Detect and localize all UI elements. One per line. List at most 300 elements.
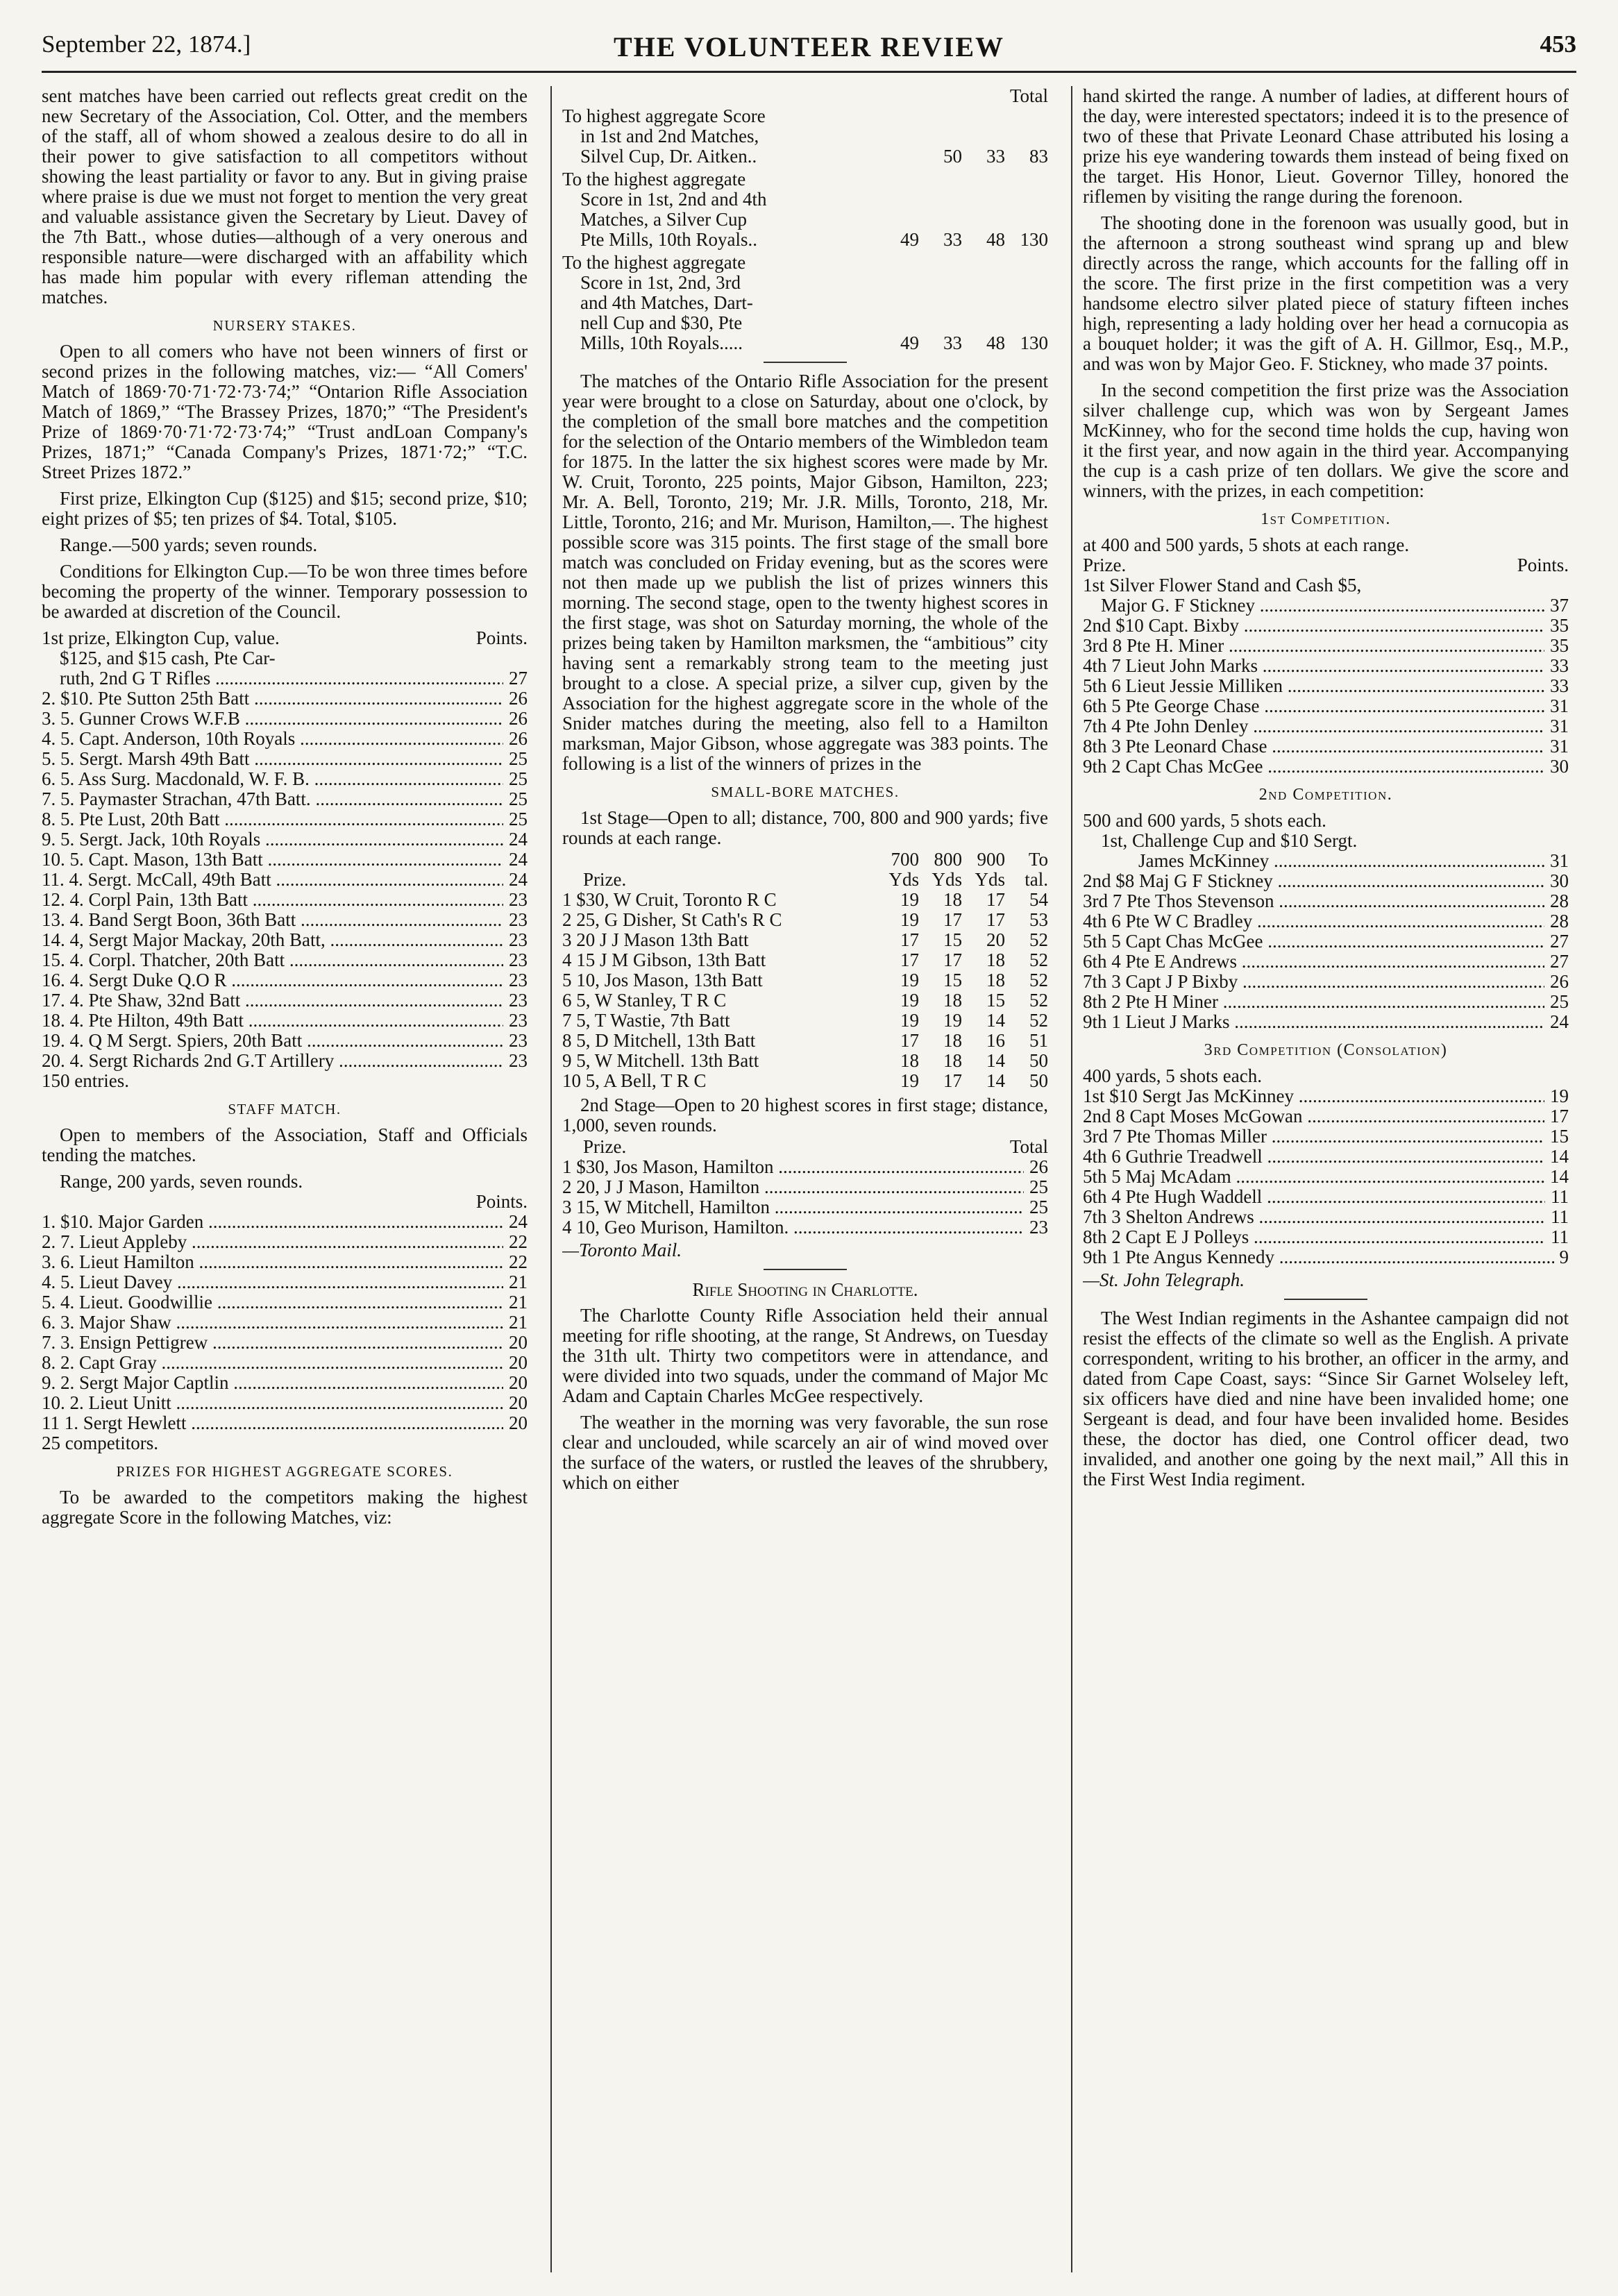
result-row (1083, 871, 1569, 891)
result-points: 21 (509, 1292, 528, 1312)
score-cell: 19 (900, 909, 919, 930)
score-cell: 52 (1029, 1010, 1048, 1031)
score-cell: 17 (900, 1030, 919, 1051)
aggregate-score: 130 (1020, 332, 1048, 353)
competitor-name: 6 5, W Stanley, T R C (562, 990, 727, 1011)
result-points: 11 (1551, 1206, 1569, 1227)
first-stage-conditions: 1st Stage—Open to all; distance, 700, 800 and 900 yards; five rounds at each range. (562, 807, 1048, 848)
result-row (1083, 736, 1569, 757)
result-label: 3. 6. Lieut Hamilton ..... (42, 1252, 503, 1272)
aggregate-line (562, 189, 1048, 210)
score-cell: 17 (943, 909, 962, 930)
score-cell: 18 (943, 1050, 962, 1071)
result-points: 31 (1550, 736, 1569, 757)
result-label: 4 10, Geo Murison, Hamilton. ..... (562, 1217, 1024, 1238)
result-points: 20 (509, 1352, 528, 1373)
result-points: 25 (509, 809, 528, 829)
section-divider (1284, 1299, 1367, 1300)
score-cell: 52 (1029, 949, 1048, 970)
first-competition-header: Prize. Points. (1083, 555, 1569, 575)
result-row (42, 789, 528, 809)
result-label: 7. 5. Paymaster Strachan, 47th Batt. ..... (42, 789, 503, 809)
second-stage-conditions: 2nd Stage—Open to 20 highest scores in first stage; distance, 1,000, seven rounds. (562, 1095, 1048, 1136)
score-cell: 14 (986, 1010, 1005, 1031)
result-label: 14. 4, Sergt Major Mackay, 20th Batt, ..... (42, 930, 503, 950)
competitor-name: 4 15 J M Gibson, 13th Batt (562, 950, 766, 970)
result-row (42, 1353, 528, 1373)
result-row (42, 970, 528, 990)
result-points: 23 (509, 949, 528, 970)
result-row (42, 850, 528, 870)
result-points: 21 (509, 1272, 528, 1292)
aggregate-text: nell Cup and $30, Pte (580, 312, 743, 333)
result-points: 26 (509, 708, 528, 729)
result-row (1083, 676, 1569, 696)
competitor-name: 5 10, Jos Mason, 13th Batt (562, 970, 763, 990)
table-row (562, 950, 1048, 970)
result-row (42, 709, 528, 729)
charlotte-heading: Rifle Shooting in Charlotte. (692, 1279, 918, 1300)
result-row (42, 809, 528, 829)
result-label: 16. 4. Sergt Duke Q.O R ..... (42, 970, 503, 990)
prize-row: 1st, Challenge Cup and $10 Sergt. (1101, 830, 1358, 851)
score-cell: 17 (986, 909, 1005, 930)
result-label: 2nd $8 Maj G F Stickney ..... (1083, 871, 1544, 891)
result-points: 25 (1550, 991, 1569, 1012)
score-cell: 19 (900, 1010, 919, 1031)
first-competition-heading: 1st Competition. (1261, 510, 1391, 528)
result-row (42, 1212, 528, 1232)
result-row (42, 1393, 528, 1413)
aggregate-line (562, 146, 1048, 167)
competitor-name: 3 20 J J Mason 13th Batt (562, 930, 749, 950)
score-cell: 16 (986, 1030, 1005, 1051)
result-points: 17 (1550, 1106, 1569, 1126)
small-bore-heading: SMALL-BORE MATCHES. (711, 784, 900, 800)
result-label: 9th 2 Capt Chas McGee ..... (1083, 757, 1544, 777)
result-label: 9. 5. Sergt. Jack, 10th Royals ..... (42, 829, 503, 850)
aggregate-text: and 4th Matches, Dart- (580, 292, 753, 313)
result-label: 9. 2. Sergt Major Captlin ..... (42, 1373, 503, 1393)
aggregate-text: Score in 1st, 2nd and 4th (580, 189, 767, 210)
nursery-stakes-heading: NURSERY STAKES. (212, 317, 357, 334)
staff-results (42, 1212, 528, 1433)
prize-row: $125, and $15 cash, Pte Car- (60, 648, 276, 668)
staff-points-header: Points. (475, 1191, 528, 1212)
result-points: 25 (509, 788, 528, 809)
aggregate-line (562, 293, 1048, 313)
result-row (562, 1157, 1048, 1177)
intro-paragraph: sent matches have been carried out reflects great credit on the new Secretary of the Association, Col. Otter, and the members of the staff, all of whom showed a zealous desire to do all in their power to give satisfaction to all competitors without showing the least partiality or favor to any. But in giving praise where praise is due we must not forget to mention the very great and valuable assistance given the Secretary by Lieut. Davey of the 7th Batt., whose duties—although of a very onerous and responsible nature—were discharged with an affability which has made him popular with every rifleman attending the matches. (42, 86, 528, 307)
aggregate-score: 83 (1029, 146, 1048, 167)
result-row (1083, 992, 1569, 1012)
result-row (1083, 891, 1569, 911)
result-points: 24 (509, 849, 528, 870)
competitor-name: 2 25, G Disher, St Cath's R C (562, 910, 782, 930)
result-label: 7th 3 Capt J P Bixby ..... (1083, 972, 1544, 992)
aggregate-line (562, 106, 1048, 126)
aggregate-line (562, 313, 1048, 333)
second-stage-results (562, 1157, 1048, 1238)
score-cell: 20 (986, 929, 1005, 950)
score-cell: 18 (986, 970, 1005, 990)
score-cell: 50 (1029, 1070, 1048, 1091)
table-row (562, 910, 1048, 930)
result-row (1083, 616, 1569, 636)
result-label: 7th 4 Pte John Denley ..... (1083, 716, 1544, 736)
aggregate-score: 130 (1020, 229, 1048, 250)
result-row (1083, 1086, 1569, 1106)
result-points: 27 (1550, 931, 1569, 952)
result-points: 27 (1550, 951, 1569, 972)
result-points: 20 (509, 1372, 528, 1393)
score-cell: 18 (943, 1030, 962, 1051)
result-points: 23 (509, 929, 528, 950)
result-points: 24 (1550, 1011, 1569, 1032)
result-points: 31 (1550, 695, 1569, 716)
aggregate-score: 33 (986, 146, 1005, 167)
staff-range: Range, 200 yards, seven rounds. (60, 1171, 303, 1192)
result-row (1083, 931, 1569, 952)
result-label: 2 20, J J Mason, Hamilton ..... (562, 1177, 1024, 1197)
result-row (42, 1232, 528, 1252)
result-label: 4. 5. Capt. Anderson, 10th Royals ..... (42, 729, 503, 749)
table-row (562, 890, 1048, 910)
result-row (1083, 911, 1569, 931)
score-cell: 51 (1029, 1030, 1048, 1051)
result-label: 3rd 7 Pte Thomas Miller ..... (1083, 1126, 1544, 1147)
result-points: 26 (1550, 971, 1569, 992)
aggregate-text: To the highest aggregate (562, 252, 746, 273)
result-label: 1. $10. Major Garden ..... (42, 1212, 503, 1232)
competitor-name: 1 $30, W Cruit, Toronto R C (562, 890, 777, 910)
result-points: 33 (1550, 675, 1569, 696)
aggregate-conditions: To be awarded to the competitors making the highest aggregate Score in the following Matches, viz: (42, 1487, 528, 1528)
result-label: 5. 4. Lieut. Goodwillie ..... (42, 1292, 503, 1312)
prize-row: Major G. F Stickney ..... 37 (1083, 596, 1569, 616)
result-row (1083, 1167, 1569, 1187)
result-points: 25 (1029, 1176, 1048, 1197)
score-cell: 14 (986, 1070, 1005, 1091)
source-credit: —Toronto Mail. (562, 1240, 682, 1260)
aggregate-total-header: Total (1009, 86, 1048, 106)
aggregate-line (562, 273, 1048, 293)
second-stage-header: Prize. Total (583, 1136, 1048, 1157)
entries-count: 150 entries. (42, 1070, 129, 1091)
score-cell: 19 (900, 1070, 919, 1091)
score-cell: 17 (900, 929, 919, 950)
second-competition-heading: 2nd Competition. (1258, 786, 1393, 804)
result-label: 9th 1 Lieut J Marks ..... (1083, 1012, 1544, 1032)
result-row (42, 1031, 528, 1051)
result-row (42, 1373, 528, 1393)
result-points: 26 (509, 728, 528, 749)
result-label: 7. 3. Ensign Pettigrew ..... (42, 1333, 503, 1353)
score-cell: 15 (943, 929, 962, 950)
aggregate-line (562, 333, 1048, 353)
result-points: 11 (1551, 1226, 1569, 1247)
result-label: 12. 4. Corpl Pain, 13th Batt ..... (42, 890, 503, 910)
score-cell: 50 (1029, 1050, 1048, 1071)
result-row (1083, 696, 1569, 716)
result-row (42, 930, 528, 950)
result-points: 23 (509, 970, 528, 990)
result-points: 23 (509, 909, 528, 930)
table-row (562, 930, 1048, 950)
result-label: 1 $30, Jos Mason, Hamilton ..... (562, 1157, 1024, 1177)
charlotte-paragraph: The Charlotte County Rifle Association held their annual meeting for rifle shooting, at the range, St Andrews, on Tuesday the 31th ult. Thirty two competitors were in attendance, and were divided into two squads, under the command of Major Mc Adam and Captain Charles McGee respectively. (562, 1305, 1048, 1406)
result-row (1083, 1207, 1569, 1227)
result-label: 3. 5. Gunner Crows W.F.B ..... (42, 709, 503, 729)
aggregate-score: 49 (900, 229, 919, 250)
result-row (1083, 952, 1569, 972)
result-row (42, 1312, 528, 1333)
result-points: 26 (1029, 1156, 1048, 1177)
result-row (1083, 656, 1569, 676)
aggregate-line (562, 253, 1048, 273)
small-bore-header: 700 800 900 To (891, 849, 1048, 870)
aggregate-line (562, 210, 1048, 230)
weather-paragraph: The weather in the morning was very favorable, the sun rose clear and unclouded, while scarcely an air of wind moved over the surface of the waters, or rustled the leaves of the shrubbery, which on either (562, 1412, 1048, 1493)
publication-title: THE VOLUNTEER REVIEW (613, 31, 1005, 62)
result-points: 26 (509, 688, 528, 709)
issue-date: September 22, 1874.] (42, 31, 251, 58)
aggregate-heading: PRIZES FOR HIGHEST AGGREGATE SCORES. (116, 1463, 453, 1480)
result-label: 5. 5. Sergt. Marsh 49th Batt ..... (42, 749, 503, 769)
competitor-name: 7 5, T Wastie, 7th Batt (562, 1011, 730, 1031)
result-points: 22 (509, 1231, 528, 1252)
result-row (42, 1413, 528, 1433)
result-points: 24 (509, 869, 528, 890)
result-row (1083, 636, 1569, 656)
result-label: 20. 4. Sergt Richards 2nd G.T Artillery ..... (42, 1051, 503, 1071)
prize-list-header: 1st prize, Elkington Cup, value. Points. (42, 627, 528, 648)
score-cell: 17 (900, 949, 919, 970)
table-row (562, 1011, 1048, 1031)
result-points: 23 (509, 1010, 528, 1031)
elkington-conditions: Conditions for Elkington Cup.—To be won three times before becoming the property of the winner. Temporary possession to be awarded at discretion of the Council. (42, 561, 528, 622)
score-cell: 18 (900, 1050, 919, 1071)
result-label: 15. 4. Corpl. Thatcher, 20th Batt ..... (42, 950, 503, 970)
result-row (1083, 716, 1569, 736)
result-label: 13. 4. Band Sergt Boon, 36th Batt ..... (42, 910, 503, 930)
score-cell: 19 (943, 1010, 962, 1031)
aggregate-line (562, 126, 1048, 146)
result-label: 5th 5 Capt Chas McGee ..... (1083, 931, 1544, 952)
aggregate-text: Score in 1st, 2nd, 3rd (580, 272, 741, 293)
score-cell: 53 (1029, 909, 1048, 930)
result-label: 5th 5 Maj McAdam ..... (1083, 1167, 1544, 1187)
aggregate-results (562, 106, 1048, 353)
source-credit: —St. John Telegraph. (1083, 1269, 1245, 1290)
result-label: 6. 5. Ass Surg. Macdonald, W. F. B. ..... (42, 769, 503, 789)
aggregate-entry (562, 253, 1048, 353)
result-row (1083, 1187, 1569, 1207)
score-cell: 19 (900, 990, 919, 1011)
result-row (42, 990, 528, 1011)
result-points: 30 (1550, 870, 1569, 891)
staff-conditions: Open to members of the Association, Staff and Officials tending the matches. (42, 1124, 528, 1165)
range-paragraph: hand skirted the range. A number of ladies, at different hours of the day, were interested spectators; indeed it is to the presence of two of these that Private Leonard Chase attributed his losing a prize his eye wandering towards them instead of being fixed on the target. His Honor, Lieut. Governor Tilley, honored the riflemen by visiting the range during the forenoon. (1083, 86, 1569, 207)
result-row (1083, 972, 1569, 992)
result-points: 23 (509, 990, 528, 1011)
result-points: 22 (509, 1251, 528, 1272)
nursery-conditions: Open to all comers who have not been winners of first or second prizes in the following matches, viz:— “All Comers' Match of 1869·70·71·72·73·74;” “Ontarion Rifle Association Match of 1869,” “The Brassey Prizes, 1870;” “The President's Prize of 1869·70·71·72·73·74;” “Trust andLoan Company's Prizes, 1871;” “Canada Company's Prizes, 1871·72;” “T.C. Street Prizes 1872.” (42, 341, 528, 482)
result-row (1083, 1147, 1569, 1167)
result-points: 19 (1550, 1086, 1569, 1106)
result-label: 2. $10. Pte Sutton 25th Batt ..... (42, 689, 503, 709)
score-cell: 15 (986, 990, 1005, 1011)
result-label: 10. 5. Capt. Mason, 13th Batt ..... (42, 850, 503, 870)
page-header (42, 28, 1576, 73)
aggregate-text: Mills, 10th Royals..... (580, 333, 743, 353)
result-row (42, 729, 528, 749)
result-label: 1st $10 Sergt Jas McKinney ..... (1083, 1086, 1544, 1106)
west-indian-paragraph: The West Indian regiments in the Ashantee campaign did not resist the effects of the climate so well as the English. A private correspondent, writing to his brother, an officer in the army, and dated from Cape Coast, says: “Since Sir Garnet Wolseley left, six officers have died and nine have been invalided home; one Sergeant is dead, and four have been invalided home. Besides these, the doctor has died, one Control officer dead, two invalided, and another one going by the next mail,” All this in the First West India regiment. (1083, 1308, 1569, 1489)
aggregate-score: 33 (943, 229, 962, 250)
page-number: 453 (1540, 31, 1576, 58)
result-points: 30 (1550, 756, 1569, 777)
result-points: 25 (509, 768, 528, 789)
second-competition-results (1083, 871, 1569, 1032)
section-divider (764, 362, 847, 363)
result-label: 19. 4. Q M Sergt. Spiers, 20th Batt ..... (42, 1031, 503, 1051)
result-points: 23 (509, 889, 528, 910)
small-bore-header: Prize. Yds Yds Yds tal. (583, 869, 1048, 890)
result-row (1083, 1247, 1569, 1267)
result-row (562, 1197, 1048, 1217)
score-cell: 52 (1029, 970, 1048, 990)
column-rule (1071, 86, 1072, 2272)
staff-match-heading: STAFF MATCH. (228, 1101, 342, 1117)
result-label: 4. 5. Lieut Davey ..... (42, 1272, 503, 1292)
result-label: 4th 7 Lieut John Marks ..... (1083, 656, 1544, 676)
result-points: 35 (1550, 635, 1569, 656)
score-cell: 52 (1029, 990, 1048, 1011)
first-competition-results (1083, 616, 1569, 777)
nursery-range: Range.—500 yards; seven rounds. (60, 534, 318, 555)
result-row (42, 1333, 528, 1353)
prize-row: ruth, 2nd G T Rifles ..... 27 (42, 668, 528, 689)
result-row (1083, 757, 1569, 777)
aggregate-entry (562, 169, 1048, 250)
prize-row: James McKinney ..... 31 (1083, 851, 1569, 871)
third-competition-results (1083, 1086, 1569, 1267)
result-row (42, 890, 528, 910)
score-cell: 18 (943, 889, 962, 910)
aggregate-text: To highest aggregate Score (562, 105, 766, 126)
score-cell: 19 (900, 889, 919, 910)
first-competition-distance: at 400 and 500 yards, 5 shots at each range. (1083, 534, 1410, 555)
result-label: 11 1. Sergt Hewlett ..... (42, 1413, 503, 1433)
result-points: 20 (509, 1332, 528, 1353)
result-label: 2nd $10 Capt. Bixby ..... (1083, 616, 1544, 636)
table-row (562, 1031, 1048, 1051)
result-points: 28 (1550, 911, 1569, 931)
table-row (562, 1071, 1048, 1091)
result-points: 11 (1551, 1186, 1569, 1207)
result-label: 18. 4. Pte Hilton, 49th Batt ..... (42, 1011, 503, 1031)
result-points: 9 (1559, 1247, 1569, 1267)
result-label: 5th 6 Lieut Jessie Milliken ..... (1083, 676, 1544, 696)
result-row (42, 870, 528, 890)
score-cell: 52 (1029, 929, 1048, 950)
score-cell: 54 (1029, 889, 1048, 910)
result-points: 23 (1029, 1217, 1048, 1238)
nursery-prizes: First prize, Elkington Cup ($125) and $15; second prize, $10; eight prizes of $5; ten prizes of $4. Total, $105. (42, 488, 528, 529)
result-label: 6th 4 Pte Hugh Waddell ..... (1083, 1187, 1545, 1207)
third-competition-distance: 400 yards, 5 shots each. (1083, 1065, 1262, 1086)
result-row (42, 910, 528, 930)
score-cell: 18 (986, 949, 1005, 970)
result-points: 15 (1550, 1126, 1569, 1147)
aggregate-text: Pte Mills, 10th Royals.. (580, 230, 758, 250)
result-label: 6. 3. Major Shaw ..... (42, 1312, 503, 1333)
second-competition-paragraph: In the second competition the first prize was the Association silver challenge cup, which was won by Sergeant James McKinney, who for the second time holds the cup, having won it the first year, and now again in the third year. Accompanying the cup is a cash prize of ten dollars. We give the score and winners, with the prizes, in each competition: (1083, 380, 1569, 501)
aggregate-score: 48 (986, 332, 1005, 353)
result-label: 6th 4 Pte E Andrews ..... (1083, 952, 1544, 972)
section-divider (764, 1269, 847, 1270)
result-label: 6th 5 Pte George Chase ..... (1083, 696, 1544, 716)
competitor-name: 8 5, D Mitchell, 13th Batt (562, 1031, 756, 1051)
result-label: 9th 1 Pte Angus Kennedy ..... (1083, 1247, 1554, 1267)
result-points: 35 (1550, 615, 1569, 636)
result-row (42, 1051, 528, 1071)
result-row (42, 1252, 528, 1272)
result-label: 8. 5. Pte Lust, 20th Batt ..... (42, 809, 503, 829)
score-cell: 15 (943, 970, 962, 990)
aggregate-text: in 1st and 2nd Matches, (580, 126, 759, 146)
result-row (1083, 1126, 1569, 1147)
result-row (42, 689, 528, 709)
result-label: 3rd 8 Pte H. Miner ..... (1083, 636, 1544, 656)
aggregate-score: 33 (943, 332, 962, 353)
result-points: 31 (1550, 716, 1569, 736)
result-row (42, 1011, 528, 1031)
result-points: 14 (1550, 1146, 1569, 1167)
aggregate-entry (562, 106, 1048, 167)
column-1 (42, 86, 528, 2272)
result-points: 20 (509, 1392, 528, 1413)
result-row (42, 749, 528, 769)
second-competition-distance: 500 and 600 yards, 5 shots each. (1083, 810, 1326, 831)
aggregate-text: Silvel Cup, Dr. Aitken.. (580, 146, 757, 167)
score-cell: 19 (900, 970, 919, 990)
result-row (1083, 1227, 1569, 1247)
result-row (42, 950, 528, 970)
result-label: 4th 6 Pte W C Bradley ..... (1083, 911, 1544, 931)
result-points: 24 (509, 1211, 528, 1232)
column-3 (1083, 86, 1569, 2272)
aggregate-text: Matches, a Silver Cup (580, 209, 747, 230)
result-label: 2nd 8 Capt Moses McGowan ..... (1083, 1106, 1544, 1126)
result-label: 8th 2 Capt E J Polleys ..... (1083, 1227, 1545, 1247)
result-points: 25 (509, 748, 528, 769)
result-label: 7th 3 Shelton Andrews ..... (1083, 1207, 1545, 1227)
result-label: 11. 4. Sergt. McCall, 49th Batt ..... (42, 870, 503, 890)
aggregate-line (562, 169, 1048, 189)
result-row (42, 769, 528, 789)
result-label: 2. 7. Lieut Appleby ..... (42, 1232, 503, 1252)
result-points: 33 (1550, 655, 1569, 676)
result-label: 3 15, W Mitchell, Hamilton ..... (562, 1197, 1024, 1217)
result-label: 17. 4. Pte Shaw, 32nd Batt ..... (42, 990, 503, 1011)
result-row (42, 1272, 528, 1292)
result-row (42, 1292, 528, 1312)
staff-competitors: 25 competitors. (42, 1433, 158, 1453)
aggregate-score: 49 (900, 332, 919, 353)
result-points: 14 (1550, 1166, 1569, 1187)
